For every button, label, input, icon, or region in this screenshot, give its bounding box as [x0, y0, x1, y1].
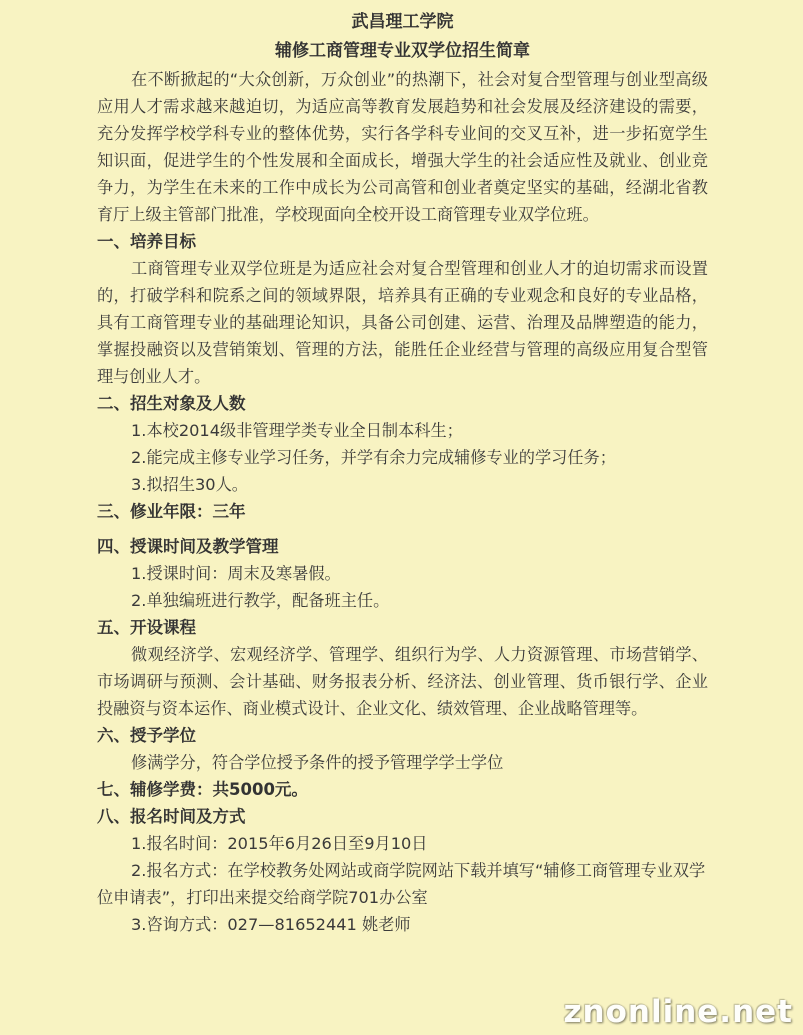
application-item: 2.报名方式：在学校教务处网站或商学院网站下载并填写“辅修工商管理专业双学位申请表”，打印出来提交给商学院701办公室 — [97, 861, 706, 907]
document-title: 辅修工商管理专业双学位招生简章 — [275, 41, 530, 61]
teaching-item: 2.单独编班进行教学，配备班主任。 — [131, 591, 390, 610]
section-heading-fee: 七、辅修学费：共5000元。 — [97, 780, 308, 799]
teaching-item: 1.授课时间：周末及寒暑假。 — [131, 564, 341, 583]
section-heading-objectives: 一、培养目标 — [97, 232, 196, 251]
section-heading-duration: 三、修业年限：三年 — [97, 502, 246, 521]
enrollment-item: 2.能完成主修专业学习任务，并学有余力完成辅修专业的学习任务； — [131, 448, 616, 467]
objectives-paragraph: 工商管理专业双学位班是为适应社会对复合型管理和创业人才的迫切需求而设置的，打破学科和院系之间的领域界限，培养具有正确的专业观念和良好的专业品格，具有工商管理专业的基础理论知识，具备公司创建、运营、治理及品牌塑造的能力，掌握投融资以及营销策划、管理的方法，能胜任企业经营与管理的高级应用复合型管理与创业人才。 — [97, 259, 708, 386]
application-item: 1.报名时间：2015年6月26日至9月10日 — [131, 834, 428, 853]
enrollment-item: 3.拟招生30人。 — [131, 475, 248, 494]
enrollment-item: 1.本校2014级非管理学类专业全日制本科生； — [131, 421, 463, 440]
application-item: 3.咨询方式：027—81652441 姚老师 — [131, 915, 411, 934]
section-heading-teaching: 四、授课时间及教学管理 — [97, 537, 279, 556]
section-heading-degree: 六、授予学位 — [97, 726, 196, 745]
degree-text: 修满学分，符合学位授予条件的授予管理学学士学位 — [131, 753, 504, 772]
school-title: 武昌理工学院 — [351, 12, 454, 32]
intro-paragraph: 在不断掀起的“大众创新，万众创业”的热潮下，社会对复合型管理与创业型高级应用人才需求越来越迫切，为适应高等教育发展趋势和社会发展及经济建设的需要，充分发挥学校学科专业的整体优势，实行各学科专业间的交叉互补，进一步拓宽学生知识面，促进学生的个性发展和全面成长，增强大学生的社会适应性及就业、创业竞争力，为学生在未来的工作中成长为公司高管和创业者奠定坚实的基础，经湖北省教育厅上级主管部门批准，学校现面向全校开设工商管理专业双学位班。 — [97, 70, 708, 224]
watermark-logo: znonline.net — [563, 994, 793, 1030]
section-heading-courses: 五、开设课程 — [97, 618, 196, 637]
courses-paragraph: 微观经济学、宏观经济学、管理学、组织行为学、人力资源管理、市场营销学、市场调研与预测、会计基础、财务报表分析、经济法、创业管理、货币银行学、企业投融资与资本运作、商业模式设计、企业文化、绩效管理、企业战略管理等。 — [97, 645, 708, 718]
spacer — [97, 525, 708, 533]
section-heading-application: 八、报名时间及方式 — [97, 807, 246, 826]
section-heading-enrollment: 二、招生对象及人数 — [97, 394, 246, 413]
